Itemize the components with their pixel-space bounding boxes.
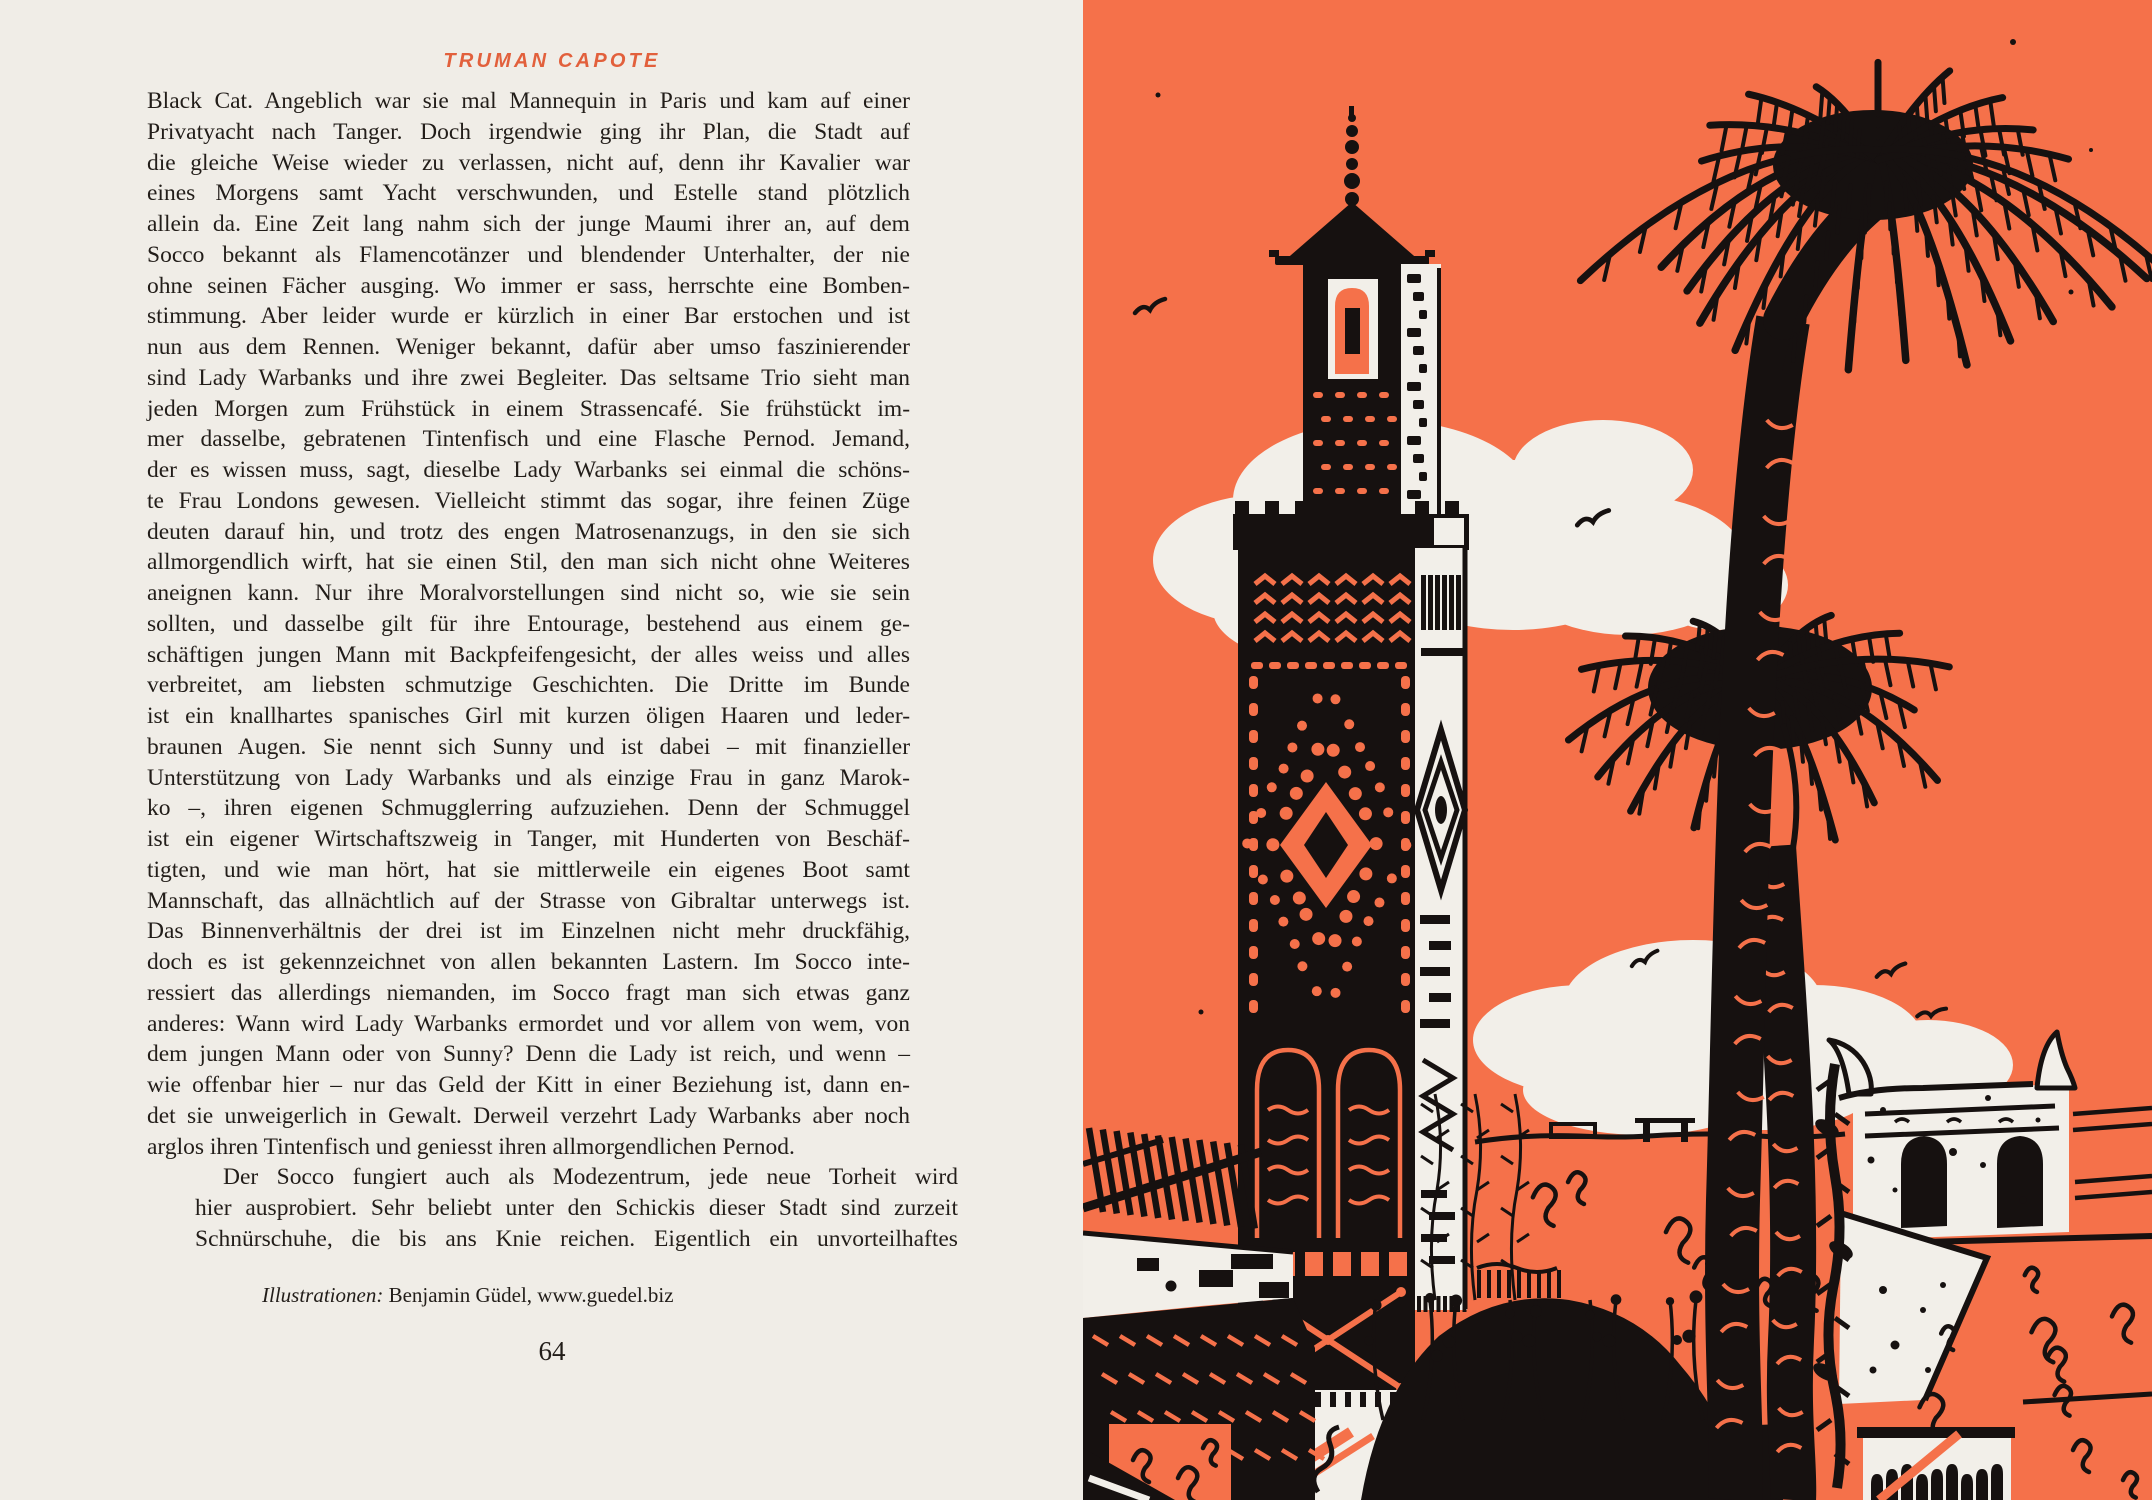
text-line: Black Cat. Angeblich war sie mal Mannequin in Paris und kam auf einer bbox=[147, 88, 910, 114]
text-line: stimmung. Aber leider wurde er kürzlich in einer Bar erstochen und ist bbox=[147, 303, 911, 330]
text-line: Unterstützung von Lady Warbanks und als einzige Frau in ganz Marok- bbox=[147, 764, 910, 791]
text-line: schäftigen jungen Mann mit Backpfeifengesicht, der alles weiss und alles bbox=[147, 641, 910, 668]
text-line: allein da. Eine Zeit lang nahm sich der junge Maumi ihrer an, auf dem bbox=[147, 211, 910, 237]
text-line: der es wissen muss, sagt, dieselbe Lady Warbanks sei einmal die schöns- bbox=[147, 457, 910, 483]
text-line: nun aus dem Rennen. Weniger bekannt, dafür aber umso faszinierender bbox=[147, 334, 910, 360]
illustration-credit bbox=[262, 1283, 674, 1308]
text-line: Mannschaft, das allnächtlich auf der Strasse von Gibraltar unterwegs ist. bbox=[147, 887, 911, 914]
credit-text: Benjamin Güdel, www.guedel.biz bbox=[383, 1283, 674, 1307]
text-line: ressiert das allerdings niemanden, im Socco fragt man sich etwas ganz bbox=[147, 979, 910, 1006]
text-line: ko –, ihren eigenen Schmugglerring aufzuziehen. Denn der Schmuggel bbox=[147, 795, 911, 822]
text-line: Der Socco fungiert auch als Modezentrum, jede neue Torheit wird bbox=[223, 1164, 958, 1191]
text-line: Privatyacht nach Tanger. Doch irgendwie ging ihr Plan, die Stadt auf bbox=[147, 118, 910, 145]
text-line: Schnürschuhe, die bis ans Knie reichen. Eigentlich ein unvorteilhaftes bbox=[195, 1225, 958, 1252]
text-line: braunen Augen. Sie nennt sich Sunny und ist dabei – mit finanzieller bbox=[147, 733, 911, 760]
text-line: hier ausprobiert. Sehr beliebt unter den Schickis dieser Stadt sind zurzeit bbox=[195, 1195, 958, 1221]
text-line: allmorgendlich wirft, hat sie einen Stil, den man sich nicht ohne Weiteres bbox=[147, 549, 910, 576]
text-line: verbreitet, am liebsten schmutzige Geschichten. Die Dritte im Bunde bbox=[147, 672, 910, 699]
text-line: wie offenbar hier – nur das Geld der Kitt in einer Beziehung ist, dann en- bbox=[147, 1072, 910, 1098]
text-line: dem jungen Mann oder von Sunny? Denn die Lady ist reich, und wenn – bbox=[147, 1041, 911, 1068]
text-line: ohne seinen Fächer ausging. Wo immer er sass, herrschte eine Bomben- bbox=[147, 272, 910, 299]
text-line: sind Lady Warbanks und ihre zwei Begleiter. Das seltsame Trio sieht man bbox=[147, 364, 911, 391]
page-number: 64 bbox=[538, 1336, 566, 1366]
text-line: doch es ist gekennzeichnet von allen bekannten Lastern. Im Socco inte- bbox=[147, 949, 910, 975]
text-line: te Frau Londons gewesen. Vielleicht stimmt das sogar, ihre feinen Züge bbox=[147, 487, 911, 514]
page-header: TRUMAN CAPOTE bbox=[443, 50, 661, 72]
text-line: arglos ihren Tintenfisch und geniesst ihren allmorgendlichen Pernod. bbox=[147, 1133, 795, 1160]
text-line: deuten darauf hin, und trotz des engen Matrosenanzugs, in den sie sich bbox=[147, 518, 910, 545]
illustration-page bbox=[1083, 0, 2152, 1500]
text-line: anderes: Wann wird Lady Warbanks ermordet und vor allem von wem, von bbox=[147, 1010, 911, 1037]
text-line: jeden Morgen zum Frühstück in einem Strassencafé. Sie frühstückt im- bbox=[147, 395, 911, 422]
text-line: mer dasselbe, gebratenen Tintenfisch und eine Flasche Pernod. Jemand, bbox=[147, 426, 911, 453]
text-line: ist ein eigener Wirtschaftszweig in Tanger, mit Hunderten von Beschäf- bbox=[147, 826, 910, 852]
text-block bbox=[147, 86, 958, 1255]
text-line: Das Binnenverhältnis der drei ist im Einzelnen nicht mehr druckfähig, bbox=[147, 918, 911, 945]
text-line: tigten, und wie man hört, hat sie mittlerweile ein eigenes Boot samt bbox=[147, 856, 910, 883]
text-line: sollten, und dasselbe gilt für ihre Entourage, bestehend aus einem ge- bbox=[147, 610, 910, 637]
text-line: Socco bekannt als Flamencotänzer und blendender Unterhalter, der nie bbox=[147, 241, 910, 268]
text-line: aneignen kann. Nur ihre Moralvorstellungen sind nicht so, wie sie sein bbox=[147, 580, 910, 606]
text-line: eines Morgens samt Yacht verschwunden, und Estelle stand plötzlich bbox=[147, 180, 910, 207]
credit-label: Illustrationen: bbox=[262, 1283, 384, 1307]
text-line: die gleiche Weise wieder zu verlassen, nicht auf, denn ihr Kavalier war bbox=[147, 149, 910, 176]
text-line: det sie unweigerlich in Gewalt. Derweil verzehrt Lady Warbanks aber noch bbox=[147, 1102, 910, 1129]
text-line: ist ein knallhartes spanisches Girl mit kurzen öligen Haaren und leder- bbox=[147, 703, 911, 729]
tangier-illustration bbox=[1083, 0, 2152, 1500]
